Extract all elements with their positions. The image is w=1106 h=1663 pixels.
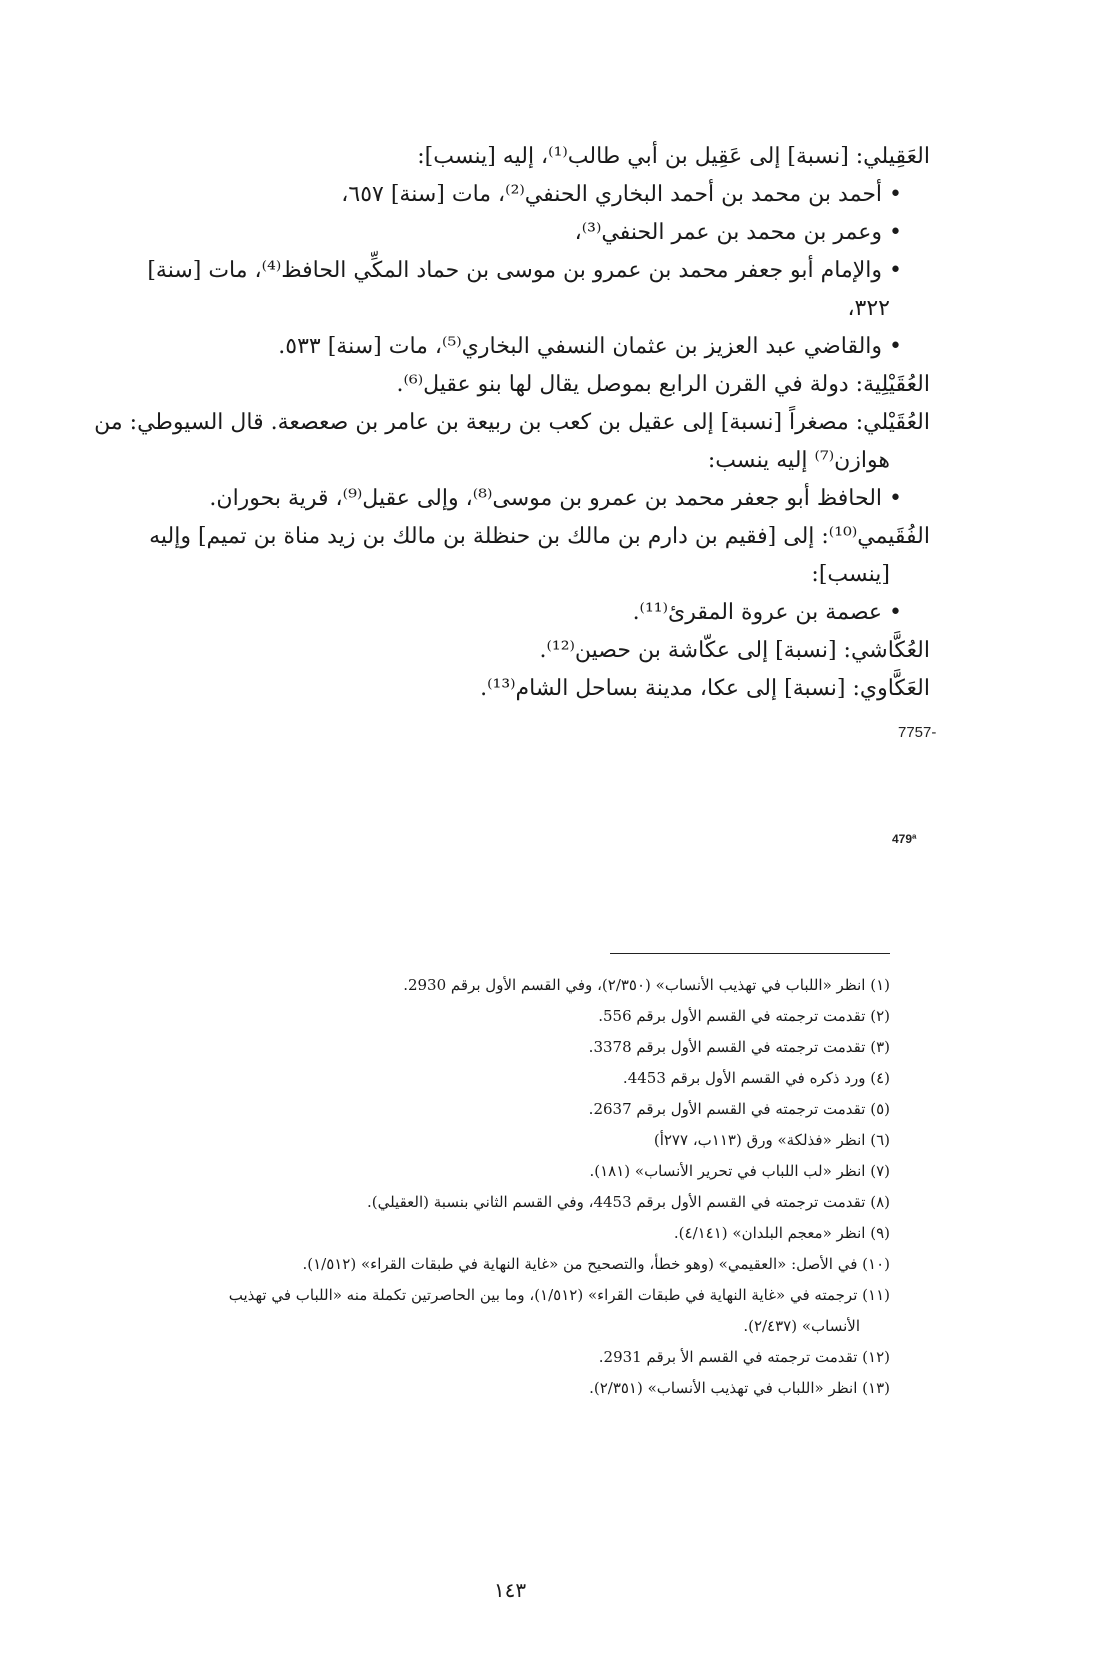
footnote: (١١) ترجمته في «غاية النهاية في طبقات القراء» (١/٥١٢)، وما بين الحاصرتين تكملة منه «اللباب في تهذيب xyxy=(228,1286,890,1304)
list-item: • والإمام أبو جعفر محمد بن عمرو بن موسى بن حماد المكِّي الحافظ⁽⁴⁾، مات [سنة] xyxy=(147,258,902,283)
footnote: (٦) انظر «فذلكة» ورق (١١٣ب، ٢٧٧أ) xyxy=(653,1131,890,1149)
page-number: ١٤٣ xyxy=(493,1578,527,1602)
footnote: (٢) تقدمت ترجمته في القسم الأول برقم 556. xyxy=(598,1007,890,1025)
footnote: (٤) ورد ذكره في القسم الأول برقم 4453. xyxy=(622,1069,890,1087)
entry-heading-akkawi: العَكَّاوي: [نسبة] إلى عكا، مدينة بساحل الشام⁽¹³⁾. xyxy=(480,676,930,701)
entry-number: 7757- xyxy=(898,724,937,741)
entry-continuation: [ينسب]: xyxy=(811,562,890,587)
list-item: • عصمة بن عروة المقرئ⁽¹¹⁾. xyxy=(632,600,902,625)
footnote-continuation: الأنساب» (٢/٤٣٧). xyxy=(743,1317,860,1335)
footnote-separator xyxy=(610,953,890,954)
entry-heading-aqili: العَقِيلي: [نسبة] إلى عَقِيل بن أبي طالب⁽¹⁾، إليه [ينسب]: xyxy=(417,144,930,169)
entry-heading-ukkashi: العُكَّاشي: [نسبة] إلى عكّاشة بن حصين⁽¹²⁾. xyxy=(539,638,930,663)
footnote: (٩) انظر «معجم البلدان» (٤/١٤١). xyxy=(673,1224,890,1242)
main-text xyxy=(94,138,930,708)
entry-heading-fuqaymi: الفُقَيمي⁽¹⁰⁾: إلى [فقيم بن دارم بن مالك بن حنظلة بن مالك بن زيد مناة بن تميم] وإليه xyxy=(149,524,930,549)
entry-heading-uqayli: العُقَيْلي: مصغراً [نسبة] إلى عقيل بن كعب بن ربيعة بن عامر بن صعصعة. قال السيوطي: من xyxy=(94,410,930,435)
footnote: (١) انظر «اللباب في تهذيب الأنساب» (٢/٣٥٠)، وفي القسم الأول برقم 2930. xyxy=(403,976,890,994)
list-item: • الحافظ أبو جعفر محمد بن عمرو بن موسى⁽⁸⁾، وإلى عقيل⁽⁹⁾، قرية بحوران. xyxy=(209,486,902,511)
list-item: • أحمد بن محمد بن أحمد البخاري الحنفي⁽²⁾، مات [سنة] ٦٥٧، xyxy=(341,182,902,207)
list-item: • وعمر بن محمد بن عمر الحنفي⁽³⁾، xyxy=(574,220,902,245)
list-item: • والقاضي عبد العزيز بن عثمان النسفي البخاري⁽⁵⁾، مات [سنة] ٥٣٣. xyxy=(278,334,902,359)
manuscript-folio-marker: 479ª xyxy=(892,832,917,846)
footnote: (١٣) انظر «اللباب في تهذيب الأنساب» (٢/٣٥١). xyxy=(589,1379,890,1397)
footnote: (٨) تقدمت ترجمته في القسم الأول برقم 4453، وفي القسم الثاني بنسبة (العقيلي). xyxy=(366,1193,890,1211)
footnote: (١٢) تقدمت ترجمته في القسم الأ برقم 2931. xyxy=(598,1348,890,1366)
footnote: (١٠) في الأصل: «العقيمي» (وهو خطأ، والتصحيح من «غاية النهاية في طبقات القراء» (١/٥١٢). xyxy=(302,1255,890,1273)
footnote: (٧) انظر «لب اللباب في تحرير الأنساب» (١٨١). xyxy=(589,1162,890,1180)
footnotes xyxy=(115,970,890,1404)
entry-heading-uqayliyya: العُقَيْلِية: دولة في القرن الرابع بموصل يقال لها بنو عقيل⁽⁶⁾. xyxy=(396,372,930,397)
list-item-continuation: ٣٢٢، xyxy=(847,296,890,321)
entry-continuation: هوازن⁽⁷⁾ إليه ينسب: xyxy=(707,448,890,473)
footnote: (٥) تقدمت ترجمته في القسم الأول برقم 2637. xyxy=(588,1100,890,1118)
footnote: (٣) تقدمت ترجمته في القسم الأول برقم 3378. xyxy=(588,1038,890,1056)
